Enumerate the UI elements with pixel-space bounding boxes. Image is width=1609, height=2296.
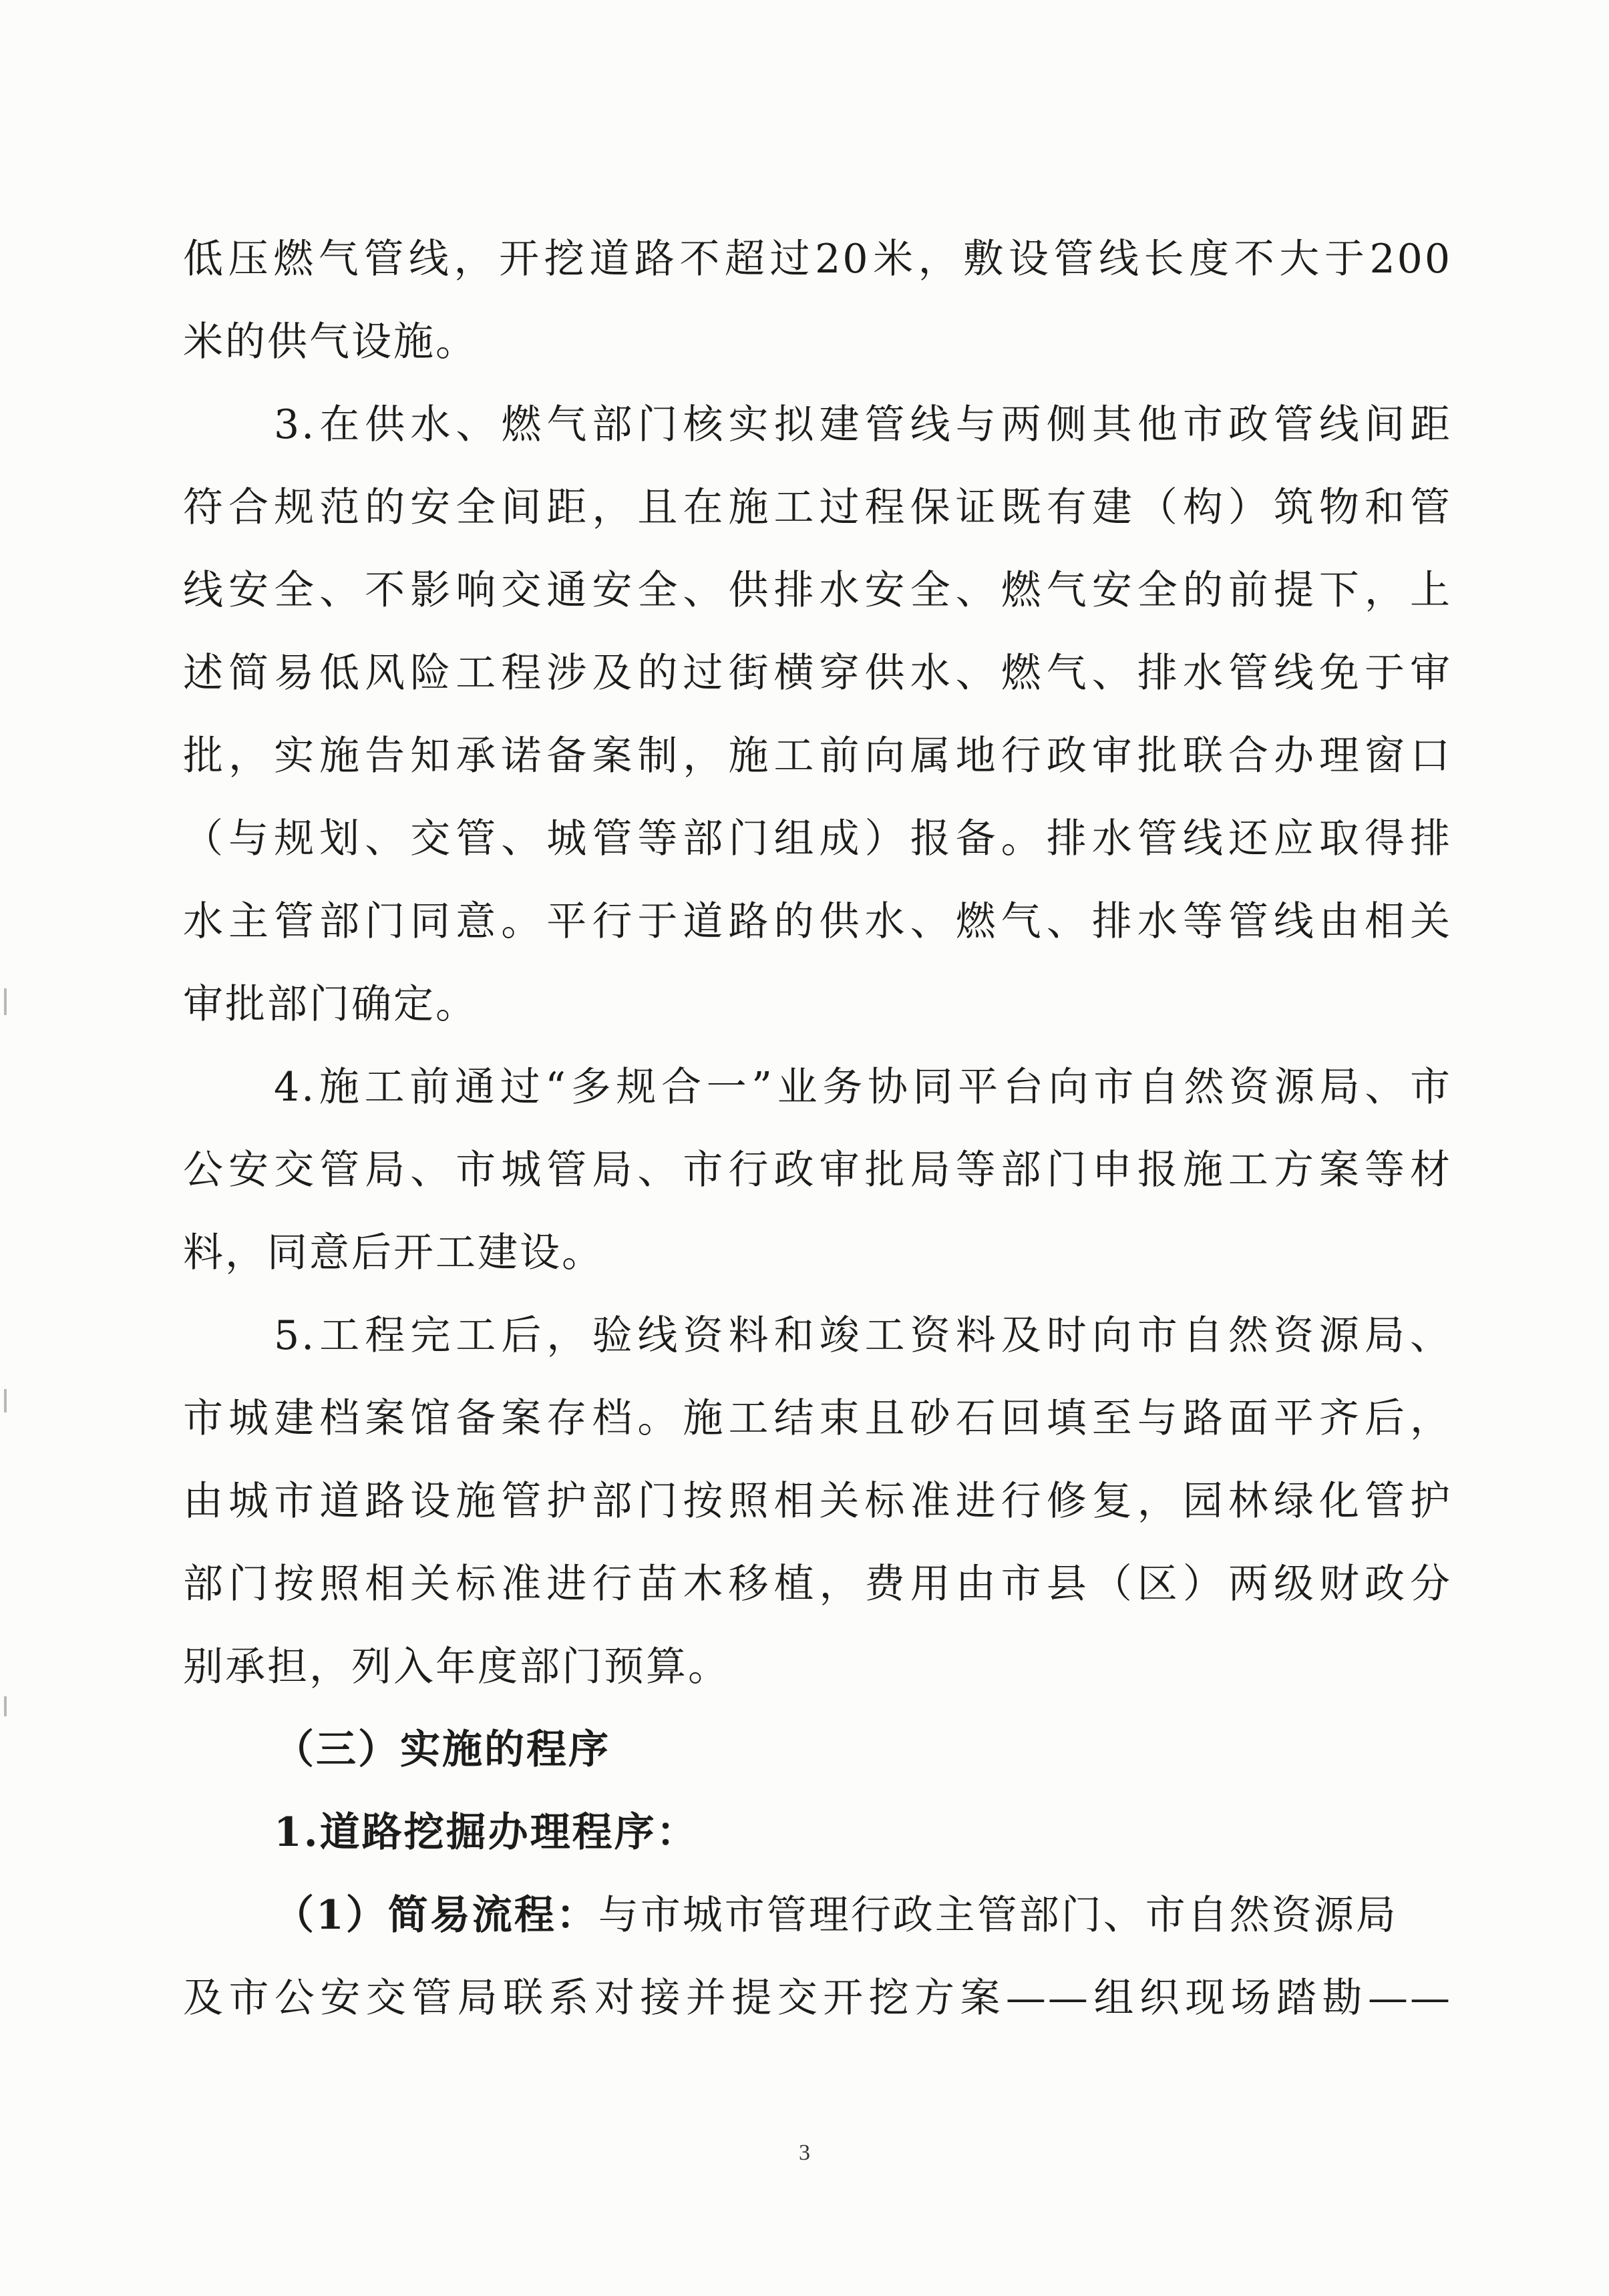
page-number: 3	[799, 2140, 810, 2165]
text-line: 由城市道路设施管护部门按照相关标准进行修复，园林绿化管护	[183, 1478, 1452, 1525]
bold-label: （1）简易流程：	[274, 1892, 598, 1939]
scan-artifact	[4, 988, 7, 1015]
text-line: 低压燃气管线，开挖道路不超过20米，敷设管线长度不大于200	[183, 236, 1452, 282]
text-line: 述简易低风险工程涉及的过街横穿供水、燃气、排水管线免于审	[183, 650, 1452, 697]
text-line: 及市公安交管局联系对接并提交开挖方案——组织现场踏勘——	[183, 1975, 1452, 2022]
text-line: 线安全、不影响交通安全、供排水安全、燃气安全的前提下，上	[183, 567, 1452, 614]
text-line: 审批部门确定。	[183, 981, 478, 1028]
text-line: 符合规范的安全间距，且在施工过程保证既有建（构）筑物和管	[183, 484, 1452, 531]
text-line: 米的供气设施。	[183, 319, 478, 365]
subsection-heading: 1.道路挖掘办理程序：	[274, 1809, 699, 1856]
text-line: 市城建档案馆备案存档。施工结束且砂石回填至与路面平齐后，	[183, 1395, 1452, 1442]
text-line: 批，实施告知承诺备案制，施工前向属地行政审批联合办理窗口	[183, 733, 1452, 779]
text-line: 4.施工前通过“多规合一”业务协同平台向市自然资源局、市	[274, 1064, 1452, 1111]
text-span: 与市城市管理行政主管部门、市自然资源局	[598, 1892, 1398, 1939]
text-line: （与规划、交管、城管等部门组成）报备。排水管线还应取得排	[183, 815, 1452, 862]
text-line: 水主管部门同意。平行于道路的供水、燃气、排水等管线由相关	[183, 898, 1452, 945]
text-line: 别承担，列入年度部门预算。	[183, 1644, 730, 1690]
text-line	[274, 1885, 1452, 1945]
text-line: 公安交管局、市城管局、市行政审批局等部门申报施工方案等材	[183, 1147, 1452, 1193]
text-line: 料，同意后开工建设。	[183, 1229, 604, 1276]
section-heading: （三）实施的程序	[274, 1726, 610, 1773]
text-line: 5.工程完工后，验线资料和竣工资料及时向市自然资源局、	[274, 1312, 1452, 1359]
text-line: 部门按照相关标准进行苗木移植，费用由市县（区）两级财政分	[183, 1561, 1452, 1607]
text-line: 3.在供水、燃气部门核实拟建管线与两侧其他市政管线间距	[274, 401, 1452, 448]
scan-artifact	[4, 1389, 7, 1412]
scan-artifact	[4, 1696, 7, 1716]
